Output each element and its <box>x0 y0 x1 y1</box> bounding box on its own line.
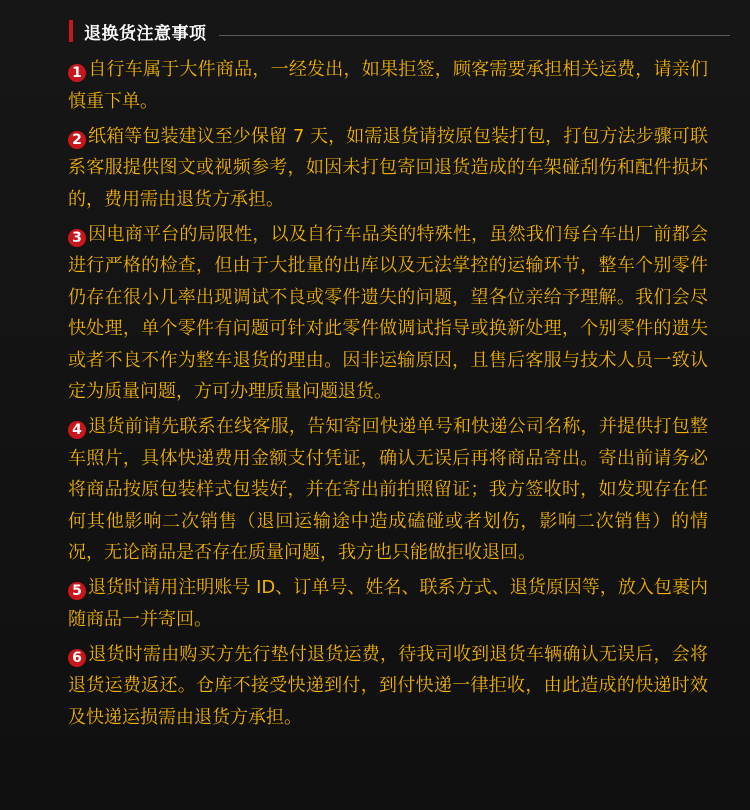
notice-item-1 <box>68 54 708 117</box>
notice-number-6: 6 <box>68 649 86 667</box>
notice-text-6: 退货时需由购买方先行垫付退货运费，待我司收到退货车辆确认无误后，会将退货运费返还。仓库不接受快递到付，到付快递一律拒收，由此造成的快递时效及快递运损需由退货方承担。 <box>68 643 708 728</box>
header-divider <box>219 35 731 36</box>
notice-item-3 <box>68 219 708 408</box>
notice-number-1: 1 <box>68 64 86 82</box>
notice-number-4: 4 <box>68 421 86 439</box>
notice-text-3: 因电商平台的局限性，以及自行车品类的特殊性，虽然我们每台车出厂前都会进行严格的检查，但由于大批量的出库以及无法掌控的运输环节，整车个别零件仍存在很小几率出现调试不良或零件遗失的问题，望各位亲给予理解。我们会尽快处理，单个零件有问题可针对此零件做调试指导或换新处理，个别零件的遗失或者不良不作为整车退货的理由。因非运输原因，且售后客服与技术人员一致认定为质量问题，方可办理质量问题退货。 <box>68 223 708 402</box>
notice-number-5: 5 <box>68 582 86 600</box>
section-header <box>69 18 730 44</box>
notice-item-4 <box>68 411 708 569</box>
notice-number-3: 3 <box>68 229 86 247</box>
notice-item-5 <box>68 572 708 635</box>
notice-item-6 <box>68 639 708 734</box>
notice-text-1: 自行车属于大件商品，一经发出，如果拒签，顾客需要承担相关运费，请亲们慎重下单。 <box>68 59 708 112</box>
notice-text-5: 退货时请用注明账号 ID、订单号、姓名、联系方式、退货原因等，放入包裹内随商品一并寄回。 <box>68 577 708 630</box>
notice-list <box>68 54 708 737</box>
section-title: 退换货注意事项 <box>84 23 207 44</box>
notice-item-2 <box>68 121 708 216</box>
notice-text-2: 纸箱等包装建议至少保留 7 天，如需退货请按原包装打包，打包方法步骤可联系客服提供图文或视频参考，如因未打包寄回退货造成的车架碰刮伤和配件损坏的，费用需由退货方承担。 <box>68 125 708 210</box>
header-accent-bar <box>69 20 73 42</box>
notice-number-2: 2 <box>68 131 86 149</box>
notice-text-4: 退货前请先联系在线客服，告知寄回快递单号和快递公司名称，并提供打包整车照片，具体快递费用金额支付凭证，确认无误后再将商品寄出。寄出前请务必将商品按原包装样式包装好，并在寄出前拍照留证；我方签收时，如发现存在任何其他影响二次销售（退回运输途中造成磕碰或者划伤，影响二次销售）的情况，无论商品是否存在质量问题，我方也只能做拒收退回。 <box>68 416 708 563</box>
